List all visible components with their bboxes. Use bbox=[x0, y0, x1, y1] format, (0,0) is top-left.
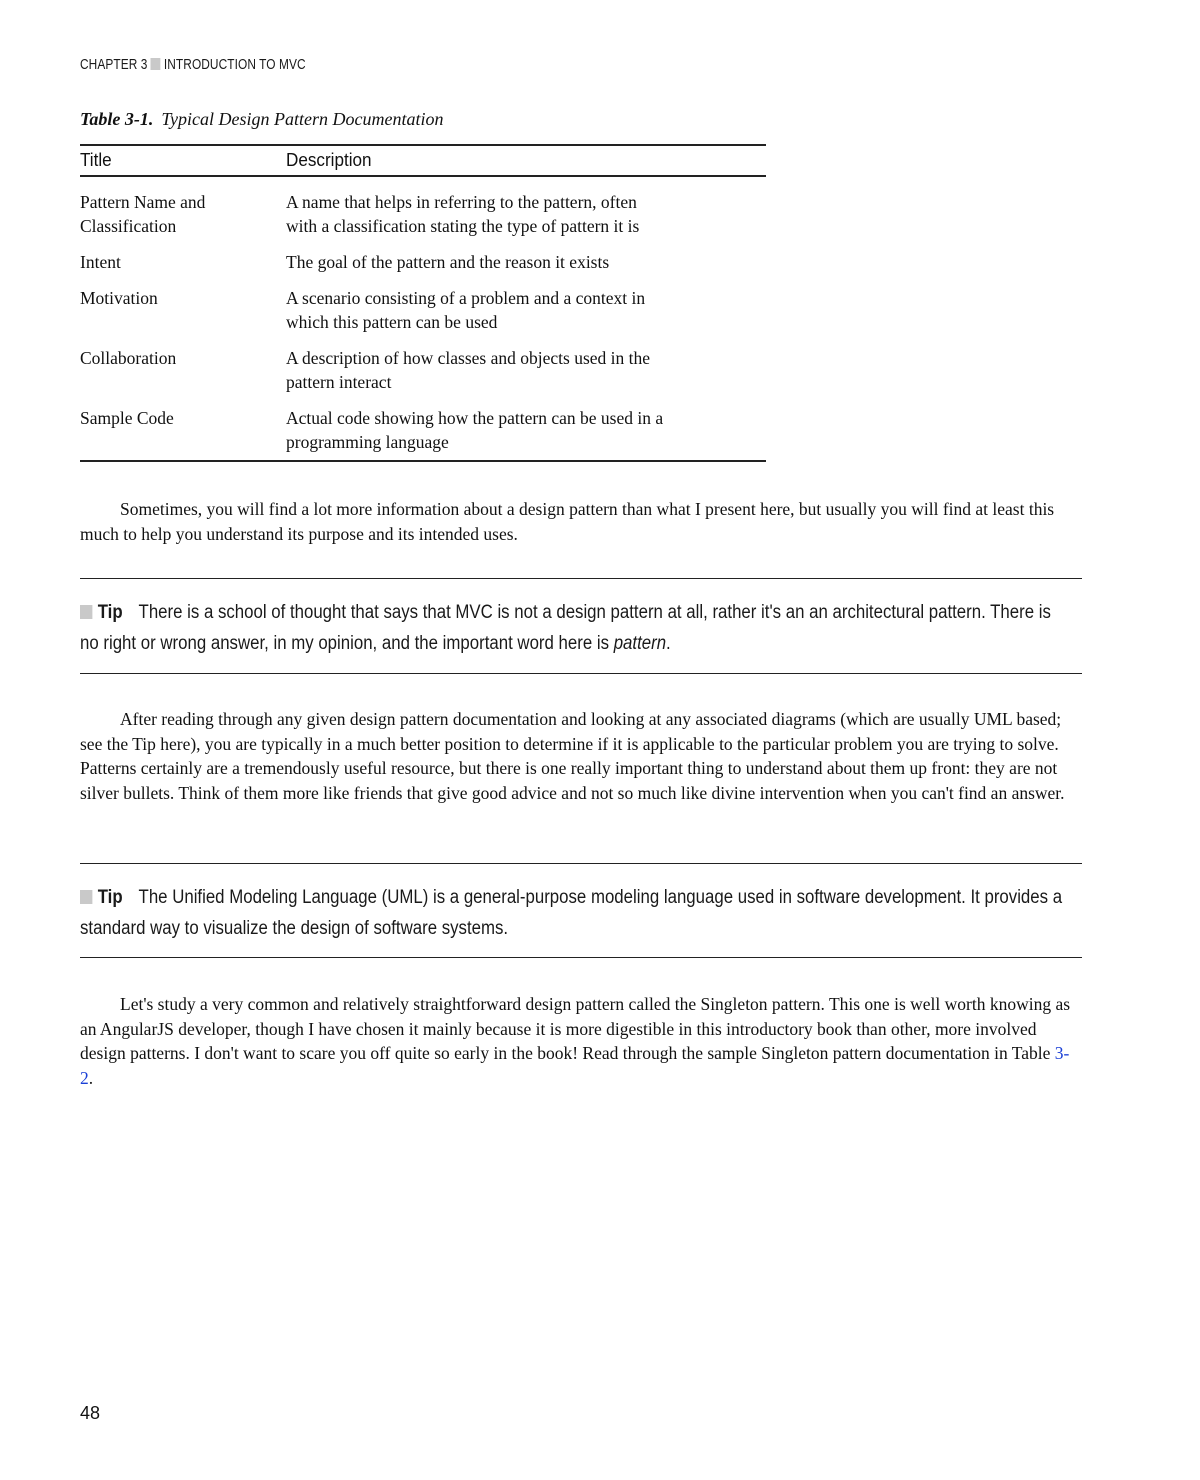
row-description bbox=[286, 190, 766, 238]
tip-body-end: . bbox=[666, 633, 671, 654]
table-header-description: Description bbox=[286, 150, 372, 170]
tip-box-mvc bbox=[80, 578, 1082, 674]
row-title bbox=[80, 346, 286, 394]
row-description-line: with a classification stating the type of pattern it is bbox=[286, 216, 640, 236]
body-paragraph-documentation: After reading through any given design pattern documentation and looking at any associated diagrams (which are usually UML based; see the Tip here), you are typically in a much better position to determine if it is applicable to the particular problem you are trying to solve. Patterns certainly are a tremendously useful resource, but there is one really important thing to understand about them up front: they are not silver bullets. Think of them more like friends that give good advice and not so much like divine intervention when you can't find an answer. bbox=[80, 709, 1065, 803]
tip-square-icon bbox=[80, 890, 92, 904]
row-description-line: Actual code showing how the pattern can be used in a bbox=[286, 408, 664, 428]
chapter-number: CHAPTER 3 bbox=[80, 57, 148, 73]
row-title bbox=[80, 406, 286, 454]
tip-text bbox=[80, 597, 1071, 659]
row-title bbox=[80, 250, 286, 274]
row-description bbox=[286, 406, 766, 454]
body-paragraph-singleton bbox=[80, 992, 1080, 1090]
paragraph-text: Let's study a very common and relatively straightforward design pattern called the Singleton pattern. This one is well worth knowing as an AngularJS developer, though I have chosen it mainly because it is more digestible in this introductory book than other, more involved design patterns. I don't want to scare you off quite so early in the book! Read through the sample Singleton pattern documentation in Table bbox=[80, 994, 1071, 1063]
tip-label: Tip bbox=[97, 602, 123, 623]
tip-text bbox=[80, 882, 1071, 944]
row-description-line: A description of how classes and objects used in the bbox=[286, 348, 651, 368]
row-description-line: which this pattern can be used bbox=[286, 312, 498, 332]
row-title-line: Classification bbox=[80, 216, 177, 236]
design-pattern-table bbox=[80, 144, 766, 462]
row-title bbox=[80, 286, 286, 334]
row-description-line: A scenario consisting of a problem and a context in bbox=[286, 288, 646, 308]
table-row bbox=[80, 346, 766, 394]
chapter-title: INTRODUCTION TO MVC bbox=[163, 57, 306, 73]
tip-body: The Unified Modeling Language (UML) is a general-purpose modeling language used in software development. It provides a standard way to visualize the design of software systems. bbox=[80, 887, 1063, 939]
row-title-line: Pattern Name and bbox=[80, 192, 206, 212]
table-header-row bbox=[80, 146, 766, 177]
table-reference-link[interactable]: 3-2 bbox=[80, 1043, 1070, 1088]
row-description bbox=[286, 286, 766, 334]
row-description bbox=[286, 346, 766, 394]
header-separator-square-icon bbox=[151, 58, 161, 70]
row-title-line: Motivation bbox=[80, 288, 158, 308]
page-number: 48 bbox=[80, 1403, 101, 1423]
table-row bbox=[80, 286, 766, 334]
table-caption bbox=[80, 109, 443, 130]
row-description-line: The goal of the pattern and the reason it exists bbox=[286, 252, 610, 272]
table-row bbox=[80, 406, 766, 454]
table-row bbox=[80, 250, 766, 274]
row-description-line: A name that helps in referring to the pattern, often bbox=[286, 192, 637, 212]
tip-body: There is a school of thought that says that MVC is not a design pattern at all, rather it's an an architectural pattern. There is no right or wrong answer, in my opinion, and the important word here is bbox=[80, 602, 1051, 654]
row-title-line: Intent bbox=[80, 252, 121, 272]
row-description-line: pattern interact bbox=[286, 372, 392, 392]
table-caption-title: Typical Design Pattern Documentation bbox=[161, 109, 444, 129]
running-header bbox=[80, 57, 306, 73]
table-header-title: Title bbox=[80, 150, 112, 170]
table-body bbox=[80, 177, 766, 460]
paragraph-text-end: . bbox=[88, 1067, 94, 1088]
table-row bbox=[80, 190, 766, 238]
body-paragraph-intro: Sometimes, you will find a lot more information about a design pattern than what I present here, but usually you will find at least this much to help you understand its purpose and its intended uses. bbox=[80, 499, 1055, 544]
row-title bbox=[80, 190, 286, 238]
tip-box-uml bbox=[80, 863, 1082, 958]
row-title-line: Sample Code bbox=[80, 408, 174, 428]
row-title-line: Collaboration bbox=[80, 348, 177, 368]
table-caption-label: Table 3-1. bbox=[80, 109, 154, 129]
tip-square-icon bbox=[80, 605, 92, 619]
row-description-line: programming language bbox=[286, 432, 449, 452]
tip-emphasis: pattern bbox=[613, 633, 667, 654]
row-description bbox=[286, 250, 766, 274]
tip-label: Tip bbox=[97, 887, 123, 908]
